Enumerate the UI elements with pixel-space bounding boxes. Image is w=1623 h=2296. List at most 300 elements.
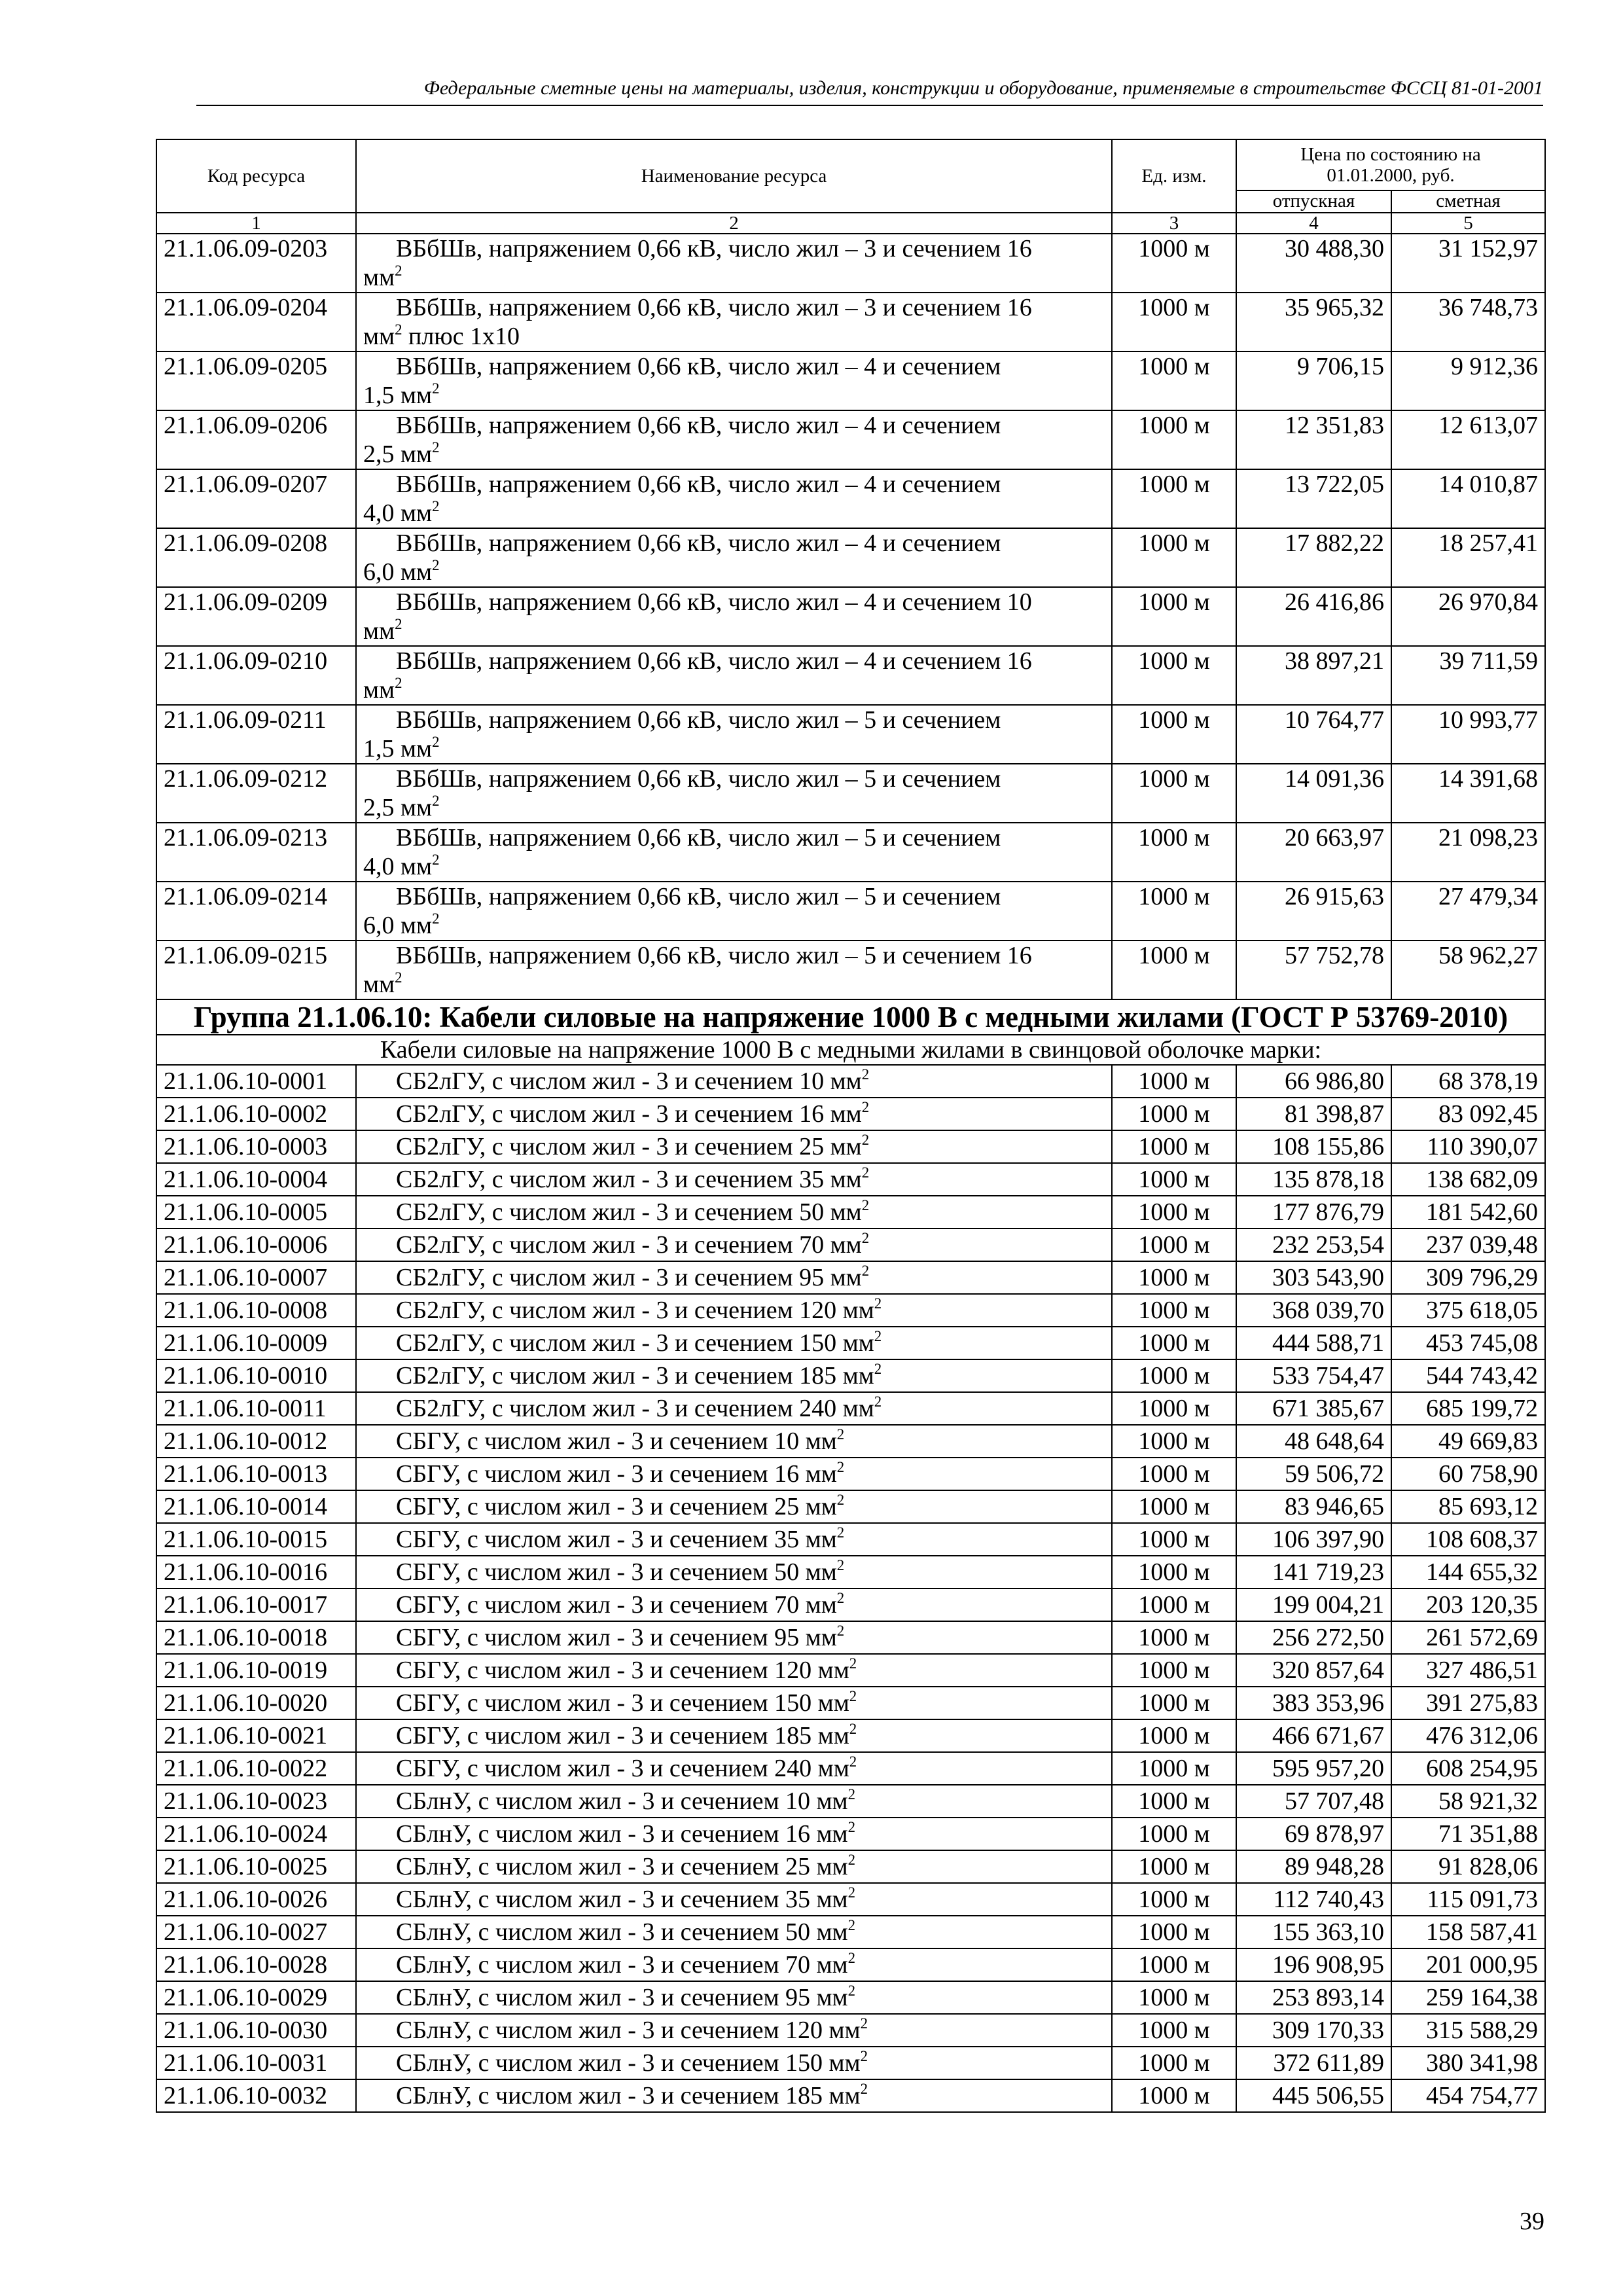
resource-name-line2 [363,852,1105,881]
resource-unit: 1000 м [1112,1818,1236,1850]
table-row [156,823,1545,882]
resource-unit: 1000 м [1112,293,1236,351]
resource-name-line2 [363,793,1105,822]
resource-name-line1: ВБбШв, напряжением 0,66 кВ, число жил – 4 и сечением 10 [396,588,1032,616]
resource-name-line2 [363,263,1105,292]
estimate-price: 108 608,37 [1391,1523,1545,1556]
resource-name-line2 [363,440,1105,469]
estimate-price: 608 254,95 [1391,1752,1545,1785]
table-row [156,1523,1545,1556]
table-row [156,1163,1545,1196]
resource-name-text [363,1327,882,1359]
resource-name-line1: ВБбШв, напряжением 0,66 кВ, число жил – 5 и сечением 16 [396,942,1032,969]
release-price: 108 155,86 [1236,1130,1391,1163]
resource-code: 21.1.06.09-0203 [156,234,356,293]
resource-name-text [363,1818,855,1850]
table-row [156,1916,1545,1948]
resource-code: 21.1.06.09-0204 [156,293,356,351]
release-price: 106 397,90 [1236,1523,1391,1556]
resource-name-text [363,1196,869,1228]
resource-name-line2 [363,617,1105,645]
resource-name-line2 [363,734,1105,763]
resource-unit: 1000 м [1112,705,1236,764]
resource-name [356,1850,1112,1883]
resource-name-unit: мм [363,676,395,704]
estimate-price: 391 275,83 [1391,1687,1545,1719]
unit-superscript: 2 [432,734,440,751]
resource-name-text [363,2015,868,2046]
table-row [156,1327,1545,1359]
estimate-price: 68 378,19 [1391,1065,1545,1098]
table-row [156,1621,1545,1654]
table-row [156,882,1545,941]
release-price: 466 671,67 [1236,1719,1391,1752]
header-rule [196,105,1543,106]
release-price: 199 004,21 [1236,1588,1391,1621]
resource-name-label: СБ2лГУ, с числом жил - 3 и сечением 35 мм [396,1166,862,1193]
resource-unit: 1000 м [1112,1294,1236,1327]
resource-name [356,1719,1112,1752]
unit-superscript: 2 [432,852,440,869]
resource-code: 21.1.06.10-0009 [156,1327,356,1359]
resource-name [356,1785,1112,1818]
resource-name-unit: мм [363,617,395,645]
release-price: 30 488,30 [1236,234,1391,293]
resource-code: 21.1.06.10-0021 [156,1719,356,1752]
release-price: 112 740,43 [1236,1883,1391,1916]
resource-unit: 1000 м [1112,351,1236,410]
col-header-unit: Ед. изм. [1112,139,1236,213]
resource-unit: 1000 м [1112,410,1236,469]
resource-name-unit: мм [363,264,395,291]
resource-name-text [363,1229,869,1261]
resource-code: 21.1.06.10-0016 [156,1556,356,1588]
table-row [156,1588,1545,1621]
table-row [156,2079,1545,2112]
resource-name-label: СБ2лГУ, с числом жил - 3 и сечением 10 мм [396,1067,862,1095]
resource-code: 21.1.06.10-0012 [156,1425,356,1458]
estimate-price: 10 993,77 [1391,705,1545,764]
resource-name-label: СБГУ, с числом жил - 3 и сечением 10 мм [396,1427,837,1455]
resource-name-text [363,1556,844,1588]
resource-code: 21.1.06.10-0008 [156,1294,356,1327]
resource-name [356,1588,1112,1621]
resource-unit: 1000 м [1112,1523,1236,1556]
col-header-name: Наименование ресурса [356,139,1112,213]
resource-name-line2 [363,381,1105,410]
estimate-price: 9 912,36 [1391,351,1545,410]
resource-unit: 1000 м [1112,1948,1236,1981]
table-row [156,1556,1545,1588]
estimate-price: 12 613,07 [1391,410,1545,469]
resource-unit: 1000 м [1112,1065,1236,1098]
estimate-price: 158 587,41 [1391,1916,1545,1948]
unit-superscript: 2 [849,1753,857,1770]
unit-superscript: 2 [861,1132,870,1149]
release-price: 372 611,89 [1236,2047,1391,2079]
resource-name-unit: 1,5 мм [363,382,433,409]
resource-code: 21.1.06.10-0026 [156,1883,356,1916]
resource-name-label: СБ2лГУ, с числом жил - 3 и сечением 240 мм [396,1395,874,1422]
release-price: 253 893,14 [1236,1981,1391,2014]
table-row [156,469,1545,528]
release-price: 20 663,97 [1236,823,1391,882]
resource-code: 21.1.06.10-0010 [156,1359,356,1392]
resource-name [356,1458,1112,1490]
table-row [156,1458,1545,1490]
release-price: 303 543,90 [1236,1261,1391,1294]
col-number-3: 3 [1112,213,1236,234]
resource-name-unit: 4,0 мм [363,499,433,527]
resource-name-line1: ВБбШв, напряжением 0,66 кВ, число жил – 4 и сечением [396,353,1001,380]
resource-name-text [363,1491,844,1522]
table-row [156,1359,1545,1392]
resource-name-text [363,1426,844,1457]
resource-name-line1: ВБбШв, напряжением 0,66 кВ, число жил – 4 и сечением [396,412,1001,439]
resource-unit: 1000 м [1112,1458,1236,1490]
resource-unit: 1000 м [1112,1556,1236,1588]
resource-name [356,1392,1112,1425]
resource-name-text [363,1589,844,1621]
release-price: 445 506,55 [1236,2079,1391,2112]
resource-code: 21.1.06.10-0029 [156,1981,356,2014]
resource-name-label: СБГУ, с числом жил - 3 и сечением 240 мм [396,1755,849,1782]
unit-superscript: 2 [849,1655,857,1672]
resource-unit: 1000 м [1112,1130,1236,1163]
resource-name [356,1196,1112,1229]
resource-name-label: СБГУ, с числом жил - 3 и сечением 16 мм [396,1460,837,1488]
resource-name-line2 [363,675,1105,704]
table-row [156,1229,1545,1261]
resource-name-label: СБГУ, с числом жил - 3 и сечением 120 мм [396,1657,849,1684]
group-subheading: Кабели силовые на напряжение 1000 В с медными жилами в свинцовой оболочке марки: [156,1035,1545,1065]
resource-name-text [363,1753,857,1784]
estimate-price: 685 199,72 [1391,1392,1545,1425]
resource-name-suffix: плюс 1х10 [402,323,520,350]
resource-unit: 1000 м [1112,823,1236,882]
resource-name-unit: 6,0 мм [363,912,433,939]
resource-name-label: СБлнУ, с числом жил - 3 и сечением 150 мм [396,2049,861,2077]
release-price: 13 722,05 [1236,469,1391,528]
resource-name [356,941,1112,999]
resource-unit: 1000 м [1112,2079,1236,2112]
resource-unit: 1000 м [1112,2047,1236,2079]
resource-name [356,823,1112,882]
resource-code: 21.1.06.10-0006 [156,1229,356,1261]
release-price: 57 752,78 [1236,941,1391,999]
resource-name-unit: 2,5 мм [363,440,433,468]
resource-name [356,1883,1112,1916]
table-row [156,1294,1545,1327]
resource-name [356,2014,1112,2047]
unit-superscript: 2 [860,2081,868,2098]
resource-name-line1: ВБбШв, напряжением 0,66 кВ, число жил – 4 и сечением [396,471,1001,498]
resource-name [356,1687,1112,1719]
resource-code: 21.1.06.10-0025 [156,1850,356,1883]
release-price: 533 754,47 [1236,1359,1391,1392]
table-row [156,1065,1545,1098]
table-row [156,1981,1545,2014]
table-row [156,351,1545,410]
estimate-price: 453 745,08 [1391,1327,1545,1359]
resource-code: 21.1.06.09-0205 [156,351,356,410]
resource-code: 21.1.06.10-0030 [156,2014,356,2047]
resource-name [356,764,1112,823]
resource-unit: 1000 м [1112,1229,1236,1261]
unit-superscript: 2 [395,969,402,986]
resource-name-label: СБГУ, с числом жил - 3 и сечением 150 мм [396,1689,849,1717]
table-row [156,1687,1545,1719]
estimate-price: 49 669,83 [1391,1425,1545,1458]
estimate-price: 454 754,77 [1391,2079,1545,2112]
running-header: Федеральные сметные цены на материалы, изделия, конструкции и оборудование, применяемые в строительстве ФССЦ 81-01-2001 [423,77,1543,99]
resource-name-label: СБГУ, с числом жил - 3 и сечением 25 мм [396,1493,837,1520]
release-price: 256 272,50 [1236,1621,1391,1654]
table-row [156,941,1545,999]
resource-code: 21.1.06.10-0031 [156,2047,356,2079]
unit-superscript: 2 [836,1623,845,1640]
estimate-price: 237 039,48 [1391,1229,1545,1261]
resource-name-text [363,1524,844,1555]
resource-name-label: СБ2лГУ, с числом жил - 3 и сечением 16 мм [396,1100,862,1128]
resource-name [356,528,1112,587]
estimate-price: 14 010,87 [1391,469,1545,528]
unit-superscript: 2 [874,1328,882,1345]
resource-name [356,469,1112,528]
resource-name [356,1752,1112,1785]
resource-name [356,1490,1112,1523]
resource-unit: 1000 м [1112,1425,1236,1458]
resource-name-text [363,1393,882,1424]
resource-name-text [363,1851,855,1882]
resource-name-text [363,1949,855,1981]
resource-unit: 1000 м [1112,1883,1236,1916]
price-table [156,139,1546,2113]
unit-superscript: 2 [849,1721,857,1738]
resource-code: 21.1.06.10-0002 [156,1098,356,1130]
resource-code: 21.1.06.10-0013 [156,1458,356,1490]
unit-superscript: 2 [874,1295,882,1312]
table-row [156,1719,1545,1752]
resource-unit: 1000 м [1112,1850,1236,1883]
resource-unit: 1000 м [1112,1752,1236,1785]
resource-name-label: СБ2лГУ, с числом жил - 3 и сечением 70 мм [396,1231,862,1259]
resource-name [356,1261,1112,1294]
estimate-price: 115 091,73 [1391,1883,1545,1916]
unit-superscript: 2 [395,616,402,633]
resource-name [356,882,1112,941]
resource-name-line1: ВБбШв, напряжением 0,66 кВ, число жил – 4 и сечением [396,529,1001,557]
resource-name-label: СБ2лГУ, с числом жил - 3 и сечением 25 мм [396,1133,862,1160]
release-price: 155 363,10 [1236,1916,1391,1948]
resource-name-label: СБ2лГУ, с числом жил - 3 и сечением 50 мм [396,1198,862,1226]
page-number: 39 [1520,2208,1544,2235]
unit-superscript: 2 [432,793,440,810]
table-row [156,1425,1545,1458]
release-price: 83 946,65 [1236,1490,1391,1523]
table-row [156,1654,1545,1687]
resource-name [356,1065,1112,1098]
unit-superscript: 2 [836,1459,845,1476]
table-row [156,1850,1545,1883]
unit-superscript: 2 [847,1884,855,1901]
release-price: 135 878,18 [1236,1163,1391,1196]
unit-superscript: 2 [874,1361,882,1378]
release-price: 595 957,20 [1236,1752,1391,1785]
resource-name [356,1163,1112,1196]
table-row [156,2047,1545,2079]
resource-unit: 1000 м [1112,882,1236,941]
resource-name [356,1523,1112,1556]
resource-code: 21.1.06.10-0005 [156,1196,356,1229]
table-row [156,1392,1545,1425]
resource-name-line1: ВБбШв, напряжением 0,66 кВ, число жил – 5 и сечением [396,706,1001,734]
resource-name-label: СБлнУ, с числом жил - 3 и сечением 95 мм [396,1984,848,2011]
estimate-price: 110 390,07 [1391,1130,1545,1163]
resource-name-text [363,1066,869,1097]
estimate-price: 26 970,84 [1391,587,1545,646]
estimate-price: 91 828,06 [1391,1850,1545,1883]
resource-name [356,705,1112,764]
resource-code: 21.1.06.10-0003 [156,1130,356,1163]
release-price: 671 385,67 [1236,1392,1391,1425]
resource-unit: 1000 м [1112,941,1236,999]
resource-name-text [363,1720,857,1751]
estimate-price: 14 391,68 [1391,764,1545,823]
release-price: 38 897,21 [1236,646,1391,705]
release-price: 89 948,28 [1236,1850,1391,1883]
unit-superscript: 2 [860,2015,868,2032]
unit-superscript: 2 [836,1492,845,1509]
release-price: 141 719,23 [1236,1556,1391,1588]
resource-name-line2 [363,322,1105,351]
resource-name-text [363,1655,857,1686]
table-row [156,646,1545,705]
estimate-price: 315 588,29 [1391,2014,1545,2047]
resource-name-unit: 1,5 мм [363,735,433,762]
resource-name [356,1556,1112,1588]
unit-superscript: 2 [432,439,440,456]
estimate-price: 476 312,06 [1391,1719,1545,1752]
table-row [156,1818,1545,1850]
resource-code: 21.1.06.10-0027 [156,1916,356,1948]
table-row [156,1752,1545,1785]
resource-name [356,1621,1112,1654]
resource-name [356,1654,1112,1687]
resource-unit: 1000 м [1112,1392,1236,1425]
resource-name [356,410,1112,469]
resource-name-label: СБлнУ, с числом жил - 3 и сечением 120 мм [396,2017,861,2044]
release-price: 10 764,77 [1236,705,1391,764]
resource-name-text [363,1916,855,1948]
release-price: 196 908,95 [1236,1948,1391,1981]
resource-name-label: СБлнУ, с числом жил - 3 и сечением 16 мм [396,1820,848,1848]
resource-code: 21.1.06.09-0211 [156,705,356,764]
resource-name-line2 [363,558,1105,586]
resource-name-label: СБГУ, с числом жил - 3 и сечением 95 мм [396,1624,837,1651]
resource-name [356,1229,1112,1261]
resource-name [356,1130,1112,1163]
estimate-price: 144 655,32 [1391,1556,1545,1588]
resource-unit: 1000 м [1112,1916,1236,1948]
resource-name [356,1294,1112,1327]
release-price: 368 039,70 [1236,1294,1391,1327]
estimate-price: 201 000,95 [1391,1948,1545,1981]
table-row [156,2014,1545,2047]
unit-superscript: 2 [861,1066,870,1083]
resource-unit: 1000 м [1112,1719,1236,1752]
table-row [156,293,1545,351]
unit-superscript: 2 [861,1230,870,1247]
release-price: 66 986,80 [1236,1065,1391,1098]
release-price: 232 253,54 [1236,1229,1391,1261]
estimate-price: 21 098,23 [1391,823,1545,882]
resource-name-unit: мм [363,971,395,998]
resource-code: 21.1.06.10-0004 [156,1163,356,1196]
resource-unit: 1000 м [1112,1359,1236,1392]
resource-name-text [363,1360,882,1391]
unit-superscript: 2 [847,1950,855,1967]
estimate-price: 181 542,60 [1391,1196,1545,1229]
col-number-5: 5 [1391,213,1545,234]
estimate-price: 71 351,88 [1391,1818,1545,1850]
resource-code: 21.1.06.10-0017 [156,1588,356,1621]
resource-name-line2 [363,911,1105,940]
resource-unit: 1000 м [1112,1098,1236,1130]
resource-unit: 1000 м [1112,469,1236,528]
resource-code: 21.1.06.09-0214 [156,882,356,941]
table-row [156,764,1545,823]
unit-superscript: 2 [836,1590,845,1607]
unit-superscript: 2 [432,910,440,927]
resource-name-text [363,1131,869,1162]
resource-unit: 1000 м [1112,764,1236,823]
resource-name-unit: 4,0 мм [363,853,433,880]
col-header-price-group: Цена по состоянию на 01.01.2000, руб. [1236,139,1545,190]
resource-name-label: СБлнУ, с числом жил - 3 и сечением 35 мм [396,1886,848,1913]
unit-superscript: 2 [849,1688,857,1705]
resource-code: 21.1.06.10-0014 [156,1490,356,1523]
resource-name-label: СБ2лГУ, с числом жил - 3 и сечением 120 мм [396,1297,874,1324]
resource-name-label: СБГУ, с числом жил - 3 и сечением 35 мм [396,1526,837,1553]
table-row [156,705,1545,764]
resource-code: 21.1.06.09-0210 [156,646,356,705]
resource-name-text [363,1295,882,1326]
resource-name-label: СБлнУ, с числом жил - 3 и сечением 70 мм [396,1951,848,1979]
release-price: 14 091,36 [1236,764,1391,823]
release-price: 48 648,64 [1236,1425,1391,1458]
col-number-1: 1 [156,213,356,234]
col-number-2: 2 [356,213,1112,234]
col-header-release: отпускная [1236,190,1391,213]
resource-name [356,2047,1112,2079]
resource-unit: 1000 м [1112,1588,1236,1621]
col-header-code: Код ресурса [156,139,356,213]
resource-name-text [363,1622,844,1653]
release-price: 320 857,64 [1236,1654,1391,1687]
unit-superscript: 2 [395,675,402,692]
unit-superscript: 2 [847,1819,855,1836]
unit-superscript: 2 [836,1557,845,1574]
resource-name-line1: ВБбШв, напряжением 0,66 кВ, число жил – 5 и сечением [396,824,1001,852]
unit-superscript: 2 [432,498,440,515]
resource-name-text [363,1687,857,1719]
unit-superscript: 2 [861,1164,870,1181]
resource-name [356,234,1112,293]
release-price: 383 353,96 [1236,1687,1391,1719]
resource-name-text [363,1164,869,1195]
resource-unit: 1000 м [1112,1490,1236,1523]
